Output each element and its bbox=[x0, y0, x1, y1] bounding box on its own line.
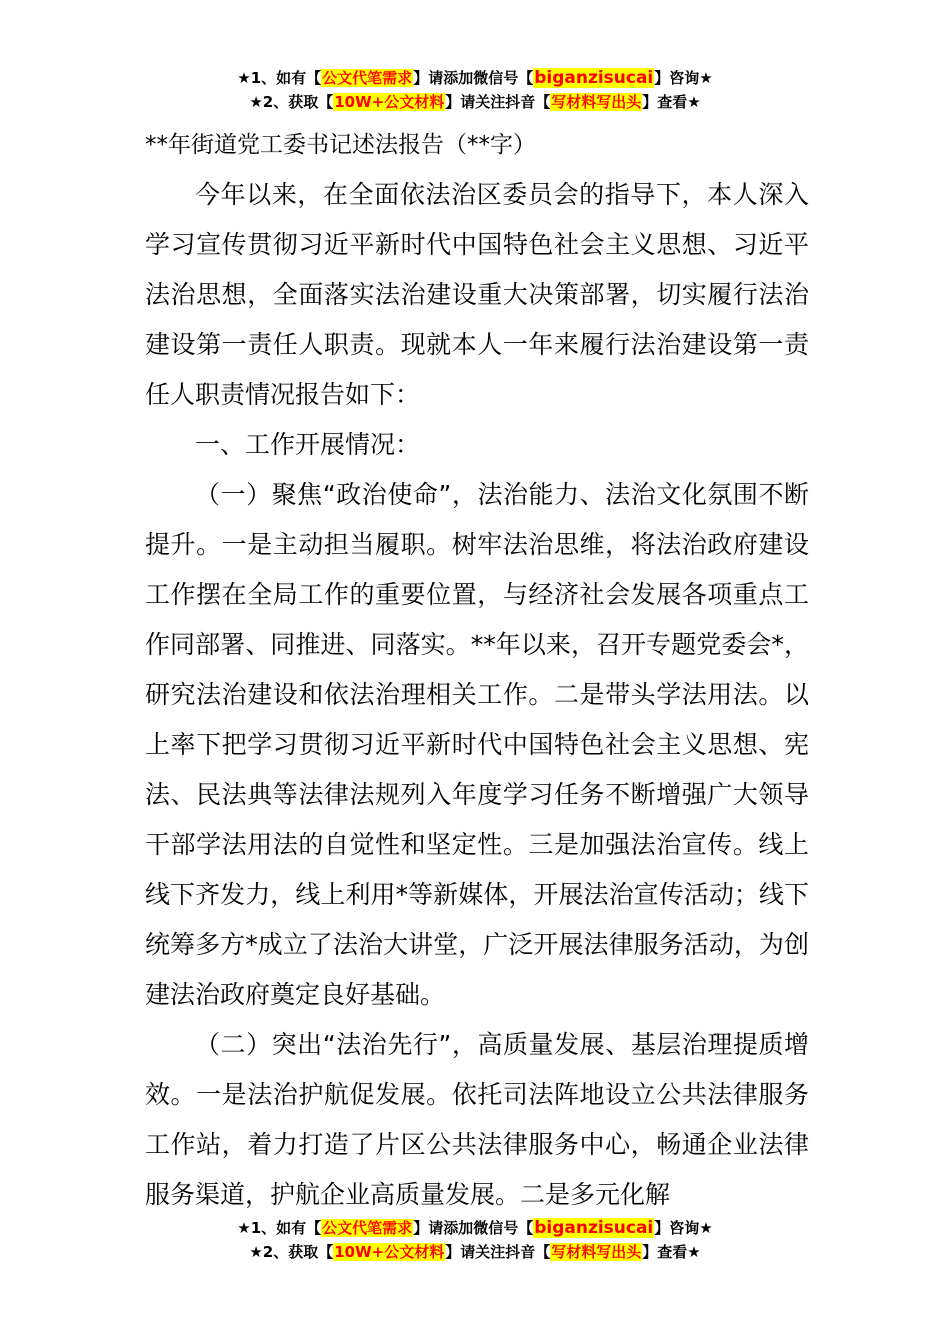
douyin-account-highlight: 写材料写出头 bbox=[551, 1243, 642, 1261]
promo-banner-top bbox=[0, 66, 950, 114]
document-title: **年街道党工委书记述法报告（**字） bbox=[145, 132, 536, 158]
promo-highlight: 公文代笔需求 bbox=[322, 69, 413, 87]
promo-text: 】查看★ bbox=[642, 93, 701, 111]
promo-text: ★1、如有【 bbox=[237, 1219, 322, 1237]
wechat-id-highlight: biganzisucai bbox=[534, 1218, 654, 1238]
promo-text: ★1、如有【 bbox=[237, 69, 322, 87]
promo-text: 】咨询★ bbox=[654, 69, 713, 87]
promo-highlight: 公文代笔需求 bbox=[322, 1219, 413, 1237]
promo-text: 】请添加微信号【 bbox=[413, 1219, 534, 1237]
promo-highlight: 10W+公文材料 bbox=[334, 1243, 445, 1261]
promo-text: ★2、获取【 bbox=[249, 93, 334, 111]
promo-text: 】咨询★ bbox=[654, 1219, 713, 1237]
section-heading: 一、工作开展情况： bbox=[195, 430, 421, 459]
promo-line-1 bbox=[0, 66, 950, 90]
promo-text: 】请添加微信号【 bbox=[413, 69, 534, 87]
promo-highlight: 10W+公文材料 bbox=[334, 93, 445, 111]
document-body bbox=[145, 170, 809, 1220]
paragraph-section-2: （二）突出“法治先行”，高质量发展、基层治理提质增效。一是法治护航促发展。依托司法阵地设立公共法律服务工作站，着力打造了片区公共法律服务中心，畅通企业法律服务渠道，护航企业高质量发展。二是多元化解 bbox=[145, 1030, 809, 1209]
promo-line-2 bbox=[0, 90, 950, 114]
paragraph-section-1: （一）聚焦“政治使命”，法治能力、法治文化氛围不断提升。一是主动担当履职。树牢法治思维，将法治政府建设工作摆在全局工作的重要位置，与经济社会发展各项重点工作同部署、同推进、同落实。**年以来，召开专题党委会*，研究法治建设和依法治理相关工作。二是带头学法用法。以上率下把学习贯彻习近平新时代中国特色社会主义思想、宪法、民法典等法律法规列入年度学习任务不断增强广大领导干部学法用法的自觉性和坚定性。三是加强法治宣传。线上线下齐发力，线上利用*等新媒体，开展法治宣传活动；线下统筹多方*成立了法治大讲堂，广泛开展法律服务活动，为创建法治政府奠定良好基础。 bbox=[145, 480, 809, 1009]
promo-text: ★2、获取【 bbox=[249, 1243, 334, 1261]
promo-text: 】请关注抖音【 bbox=[445, 93, 551, 111]
promo-line-1 bbox=[0, 1216, 950, 1240]
promo-line-2 bbox=[0, 1240, 950, 1264]
promo-text: 】查看★ bbox=[642, 1243, 701, 1261]
wechat-id-highlight: biganzisucai bbox=[534, 68, 654, 88]
promo-text: 】请关注抖音【 bbox=[445, 1243, 551, 1261]
promo-banner-bottom bbox=[0, 1216, 950, 1264]
douyin-account-highlight: 写材料写出头 bbox=[551, 93, 642, 111]
paragraph-intro: 今年以来，在全面依法治区委员会的指导下，本人深入学习宣传贯彻习近平新时代中国特色社会主义思想、习近平法治思想，全面落实法治建设重大决策部署，切实履行法治建设第一责任人职责。现就本人一年来履行法治建设第一责任人职责情况报告如下： bbox=[145, 180, 809, 409]
